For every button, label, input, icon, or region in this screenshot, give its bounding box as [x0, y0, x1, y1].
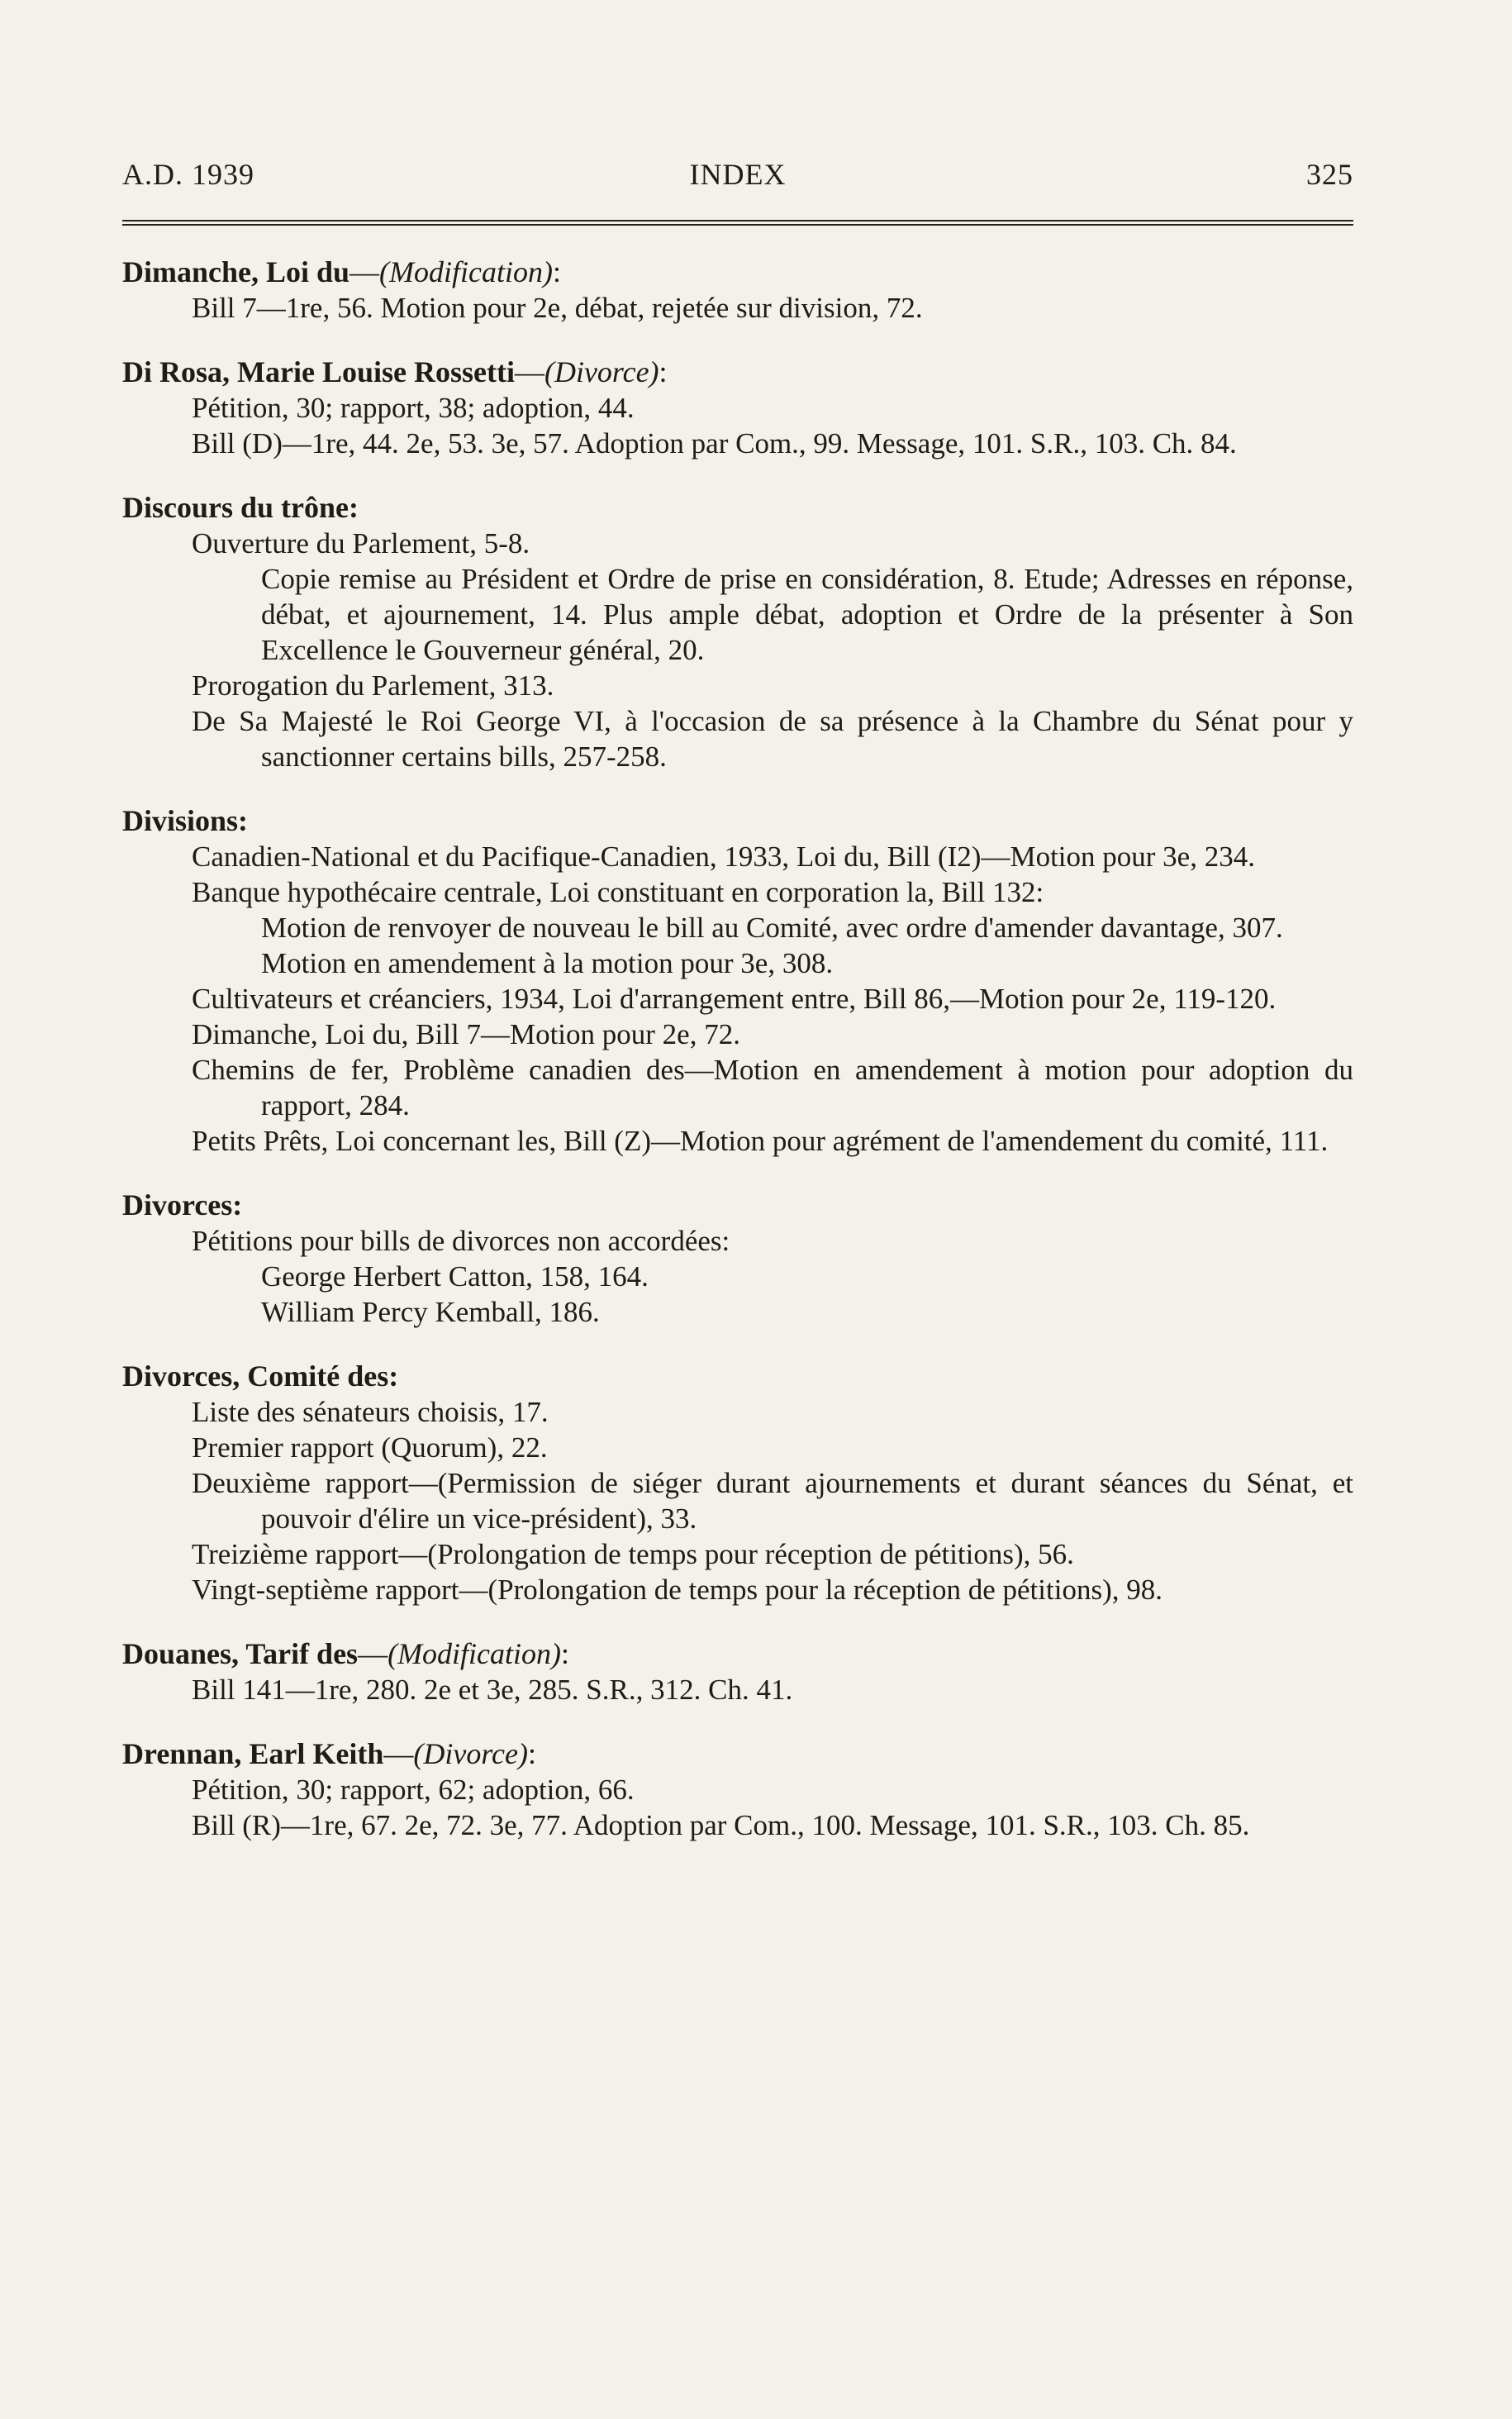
entry-heading: Di Rosa, Marie Louise Rossetti—(Divorce):: [122, 355, 668, 388]
entry-line: Cultivateurs et créanciers, 1934, Loi d'arrangement entre, Bill 86,—Motion pour 2e, 119-120.: [192, 983, 1277, 1015]
entry-line: William Percy Kemball, 186.: [261, 1296, 600, 1328]
entry-heading: Dimanche, Loi du—(Modification):: [122, 255, 562, 288]
index-entries: [122, 254, 1353, 1843]
entry-line: Bill (R)—1re, 67. 2e, 72. 3e, 77. Adoption par Com., 100. Message, 101. S.R., 103. Ch. 85.: [192, 1809, 1250, 1841]
entry-line: Copie remise au Président et Ordre de prise en considération, 8. Etude; Adresses en réponse, débat, et ajournement, 14. Plus ample débat, adoption et Ordre de la présenter à Son Excellence le Gouverneur général, 20.: [261, 563, 1353, 666]
entry-heading: Douanes, Tarif des—(Modification):: [122, 1637, 570, 1670]
header-year: A.D. 1939: [122, 158, 254, 191]
entry-headword: Discours du trône:: [122, 491, 359, 524]
entry-line: Treizième rapport—(Prolongation de temps pour réception de pétitions), 56.: [192, 1538, 1074, 1570]
entry-line: Banque hypothécaire centrale, Loi constituant en corporation la, Bill 132:: [192, 876, 1044, 908]
entry-headword: Douanes, Tarif des: [122, 1637, 359, 1670]
entry-heading: [122, 802, 1353, 839]
entry-qualifier: (Divorce): [413, 1737, 528, 1770]
index-entry: [122, 1636, 1353, 1707]
entry-line: De Sa Majesté le Roi George VI, à l'occasion de sa présence à la Chambre du Sénat pour y sanctionner certains bills, 257-258.: [192, 705, 1353, 773]
entry-line: Premier rapport (Quorum), 22.: [192, 1431, 548, 1464]
header-title: INDEX: [689, 158, 787, 191]
entry-line: Bill (D)—1re, 44. 2e, 53. 3e, 57. Adoption par Com., 99. Message, 101. S.R., 103. Ch. 84.: [192, 427, 1237, 460]
index-entry: [122, 254, 1353, 326]
index-entry: [122, 489, 1353, 774]
entry-line: Motion en amendement à la motion pour 3e, 308.: [261, 947, 834, 979]
running-head: [122, 157, 1353, 198]
entry-qualifier: (Modification): [379, 255, 553, 288]
entry-qualifier: (Divorce): [544, 355, 659, 388]
entry-heading: [122, 1187, 1353, 1223]
entry-line: Chemins de fer, Problème canadien des—Motion en amendement à motion pour adoption du rapport, 284.: [192, 1054, 1353, 1121]
entry-heading: [122, 489, 1353, 526]
entry-line: Liste des sénateurs choisis, 17.: [192, 1396, 549, 1428]
index-entry: [122, 802, 1353, 1159]
entry-headword: Drennan, Earl Keith: [122, 1737, 384, 1770]
entry-line: Prorogation du Parlement, 313.: [192, 669, 554, 702]
entry-line: Bill 141—1re, 280. 2e et 3e, 285. S.R., 312. Ch. 41.: [192, 1674, 793, 1706]
entry-headword: Divorces:: [122, 1188, 243, 1221]
entry-heading: [122, 1358, 1353, 1394]
entry-line: Pétitions pour bills de divorces non accordées:: [192, 1225, 730, 1257]
index-entry: [122, 1358, 1353, 1607]
entry-qualifier: (Modification): [388, 1637, 562, 1670]
entry-line: Vingt-septième rapport—(Prolongation de temps pour la réception de pétitions), 98.: [192, 1574, 1163, 1606]
page-number: 325: [1306, 158, 1353, 191]
entry-headword: Divorces, Comité des:: [122, 1359, 399, 1393]
header-rule: [122, 220, 1353, 226]
entry-line: Ouverture du Parlement, 5-8.: [192, 527, 530, 560]
index-page: [122, 157, 1353, 1871]
index-entry: [122, 1187, 1353, 1330]
entry-line: Dimanche, Loi du, Bill 7—Motion pour 2e, 72.: [192, 1018, 740, 1050]
entry-line: Motion de renvoyer de nouveau le bill au Comité, avec ordre d'amender davantage, 307.: [261, 912, 1283, 944]
entry-line: Petits Prêts, Loi concernant les, Bill (Z)—Motion pour agrément de l'amendement du comité, 111.: [192, 1125, 1329, 1157]
index-entry: [122, 1736, 1353, 1843]
entry-line: George Herbert Catton, 158, 164.: [261, 1260, 649, 1293]
entry-heading: Drennan, Earl Keith—(Divorce):: [122, 1737, 536, 1770]
entry-line: Pétition, 30; rapport, 62; adoption, 66.: [192, 1774, 635, 1806]
entry-line: Canadien-National et du Pacifique-Canadien, 1933, Loi du, Bill (I2)—Motion pour 3e, 234.: [192, 840, 1255, 873]
entry-headword: Dimanche, Loi du: [122, 255, 350, 288]
entry-headword: Di Rosa, Marie Louise Rossetti: [122, 355, 515, 388]
entry-line: Bill 7—1re, 56. Motion pour 2e, débat, rejetée sur division, 72.: [192, 292, 923, 324]
index-entry: [122, 354, 1353, 461]
entry-headword: Divisions:: [122, 804, 249, 837]
entry-line: Deuxième rapport—(Permission de siéger durant ajournements et durant séances du Sénat, et pouvoir d'élire un vice-président), 33.: [192, 1467, 1353, 1535]
entry-line: Pétition, 30; rapport, 38; adoption, 44.: [192, 392, 635, 424]
